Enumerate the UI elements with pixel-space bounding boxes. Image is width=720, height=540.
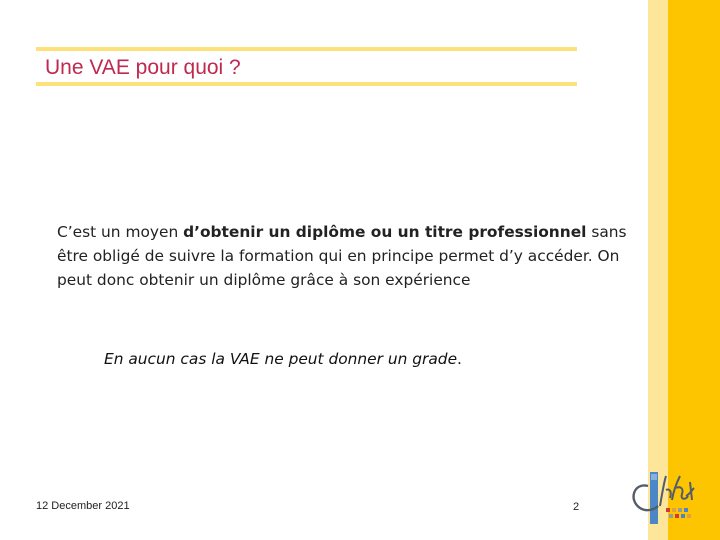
title-rule-top [36,47,577,51]
page-number: 2 [573,501,580,513]
title-rule-bottom [36,82,577,86]
paragraph-intro: C’est un moyen [57,223,184,241]
side-band-light [648,0,668,540]
note-italic: En aucun cas la VAE ne peut donner un grade [104,350,458,368]
paragraph-emphasis: d’obtenir un diplôme ou un titre professionnel [183,223,587,241]
paragraph-rest: sans être obligé de suivre la formation qui en principe permet d’y accéder. On peut donc obtenir un diplôme grâce à son expérience [57,223,627,289]
slide-title: Une VAE pour quoi ? [45,56,241,79]
note-end: . [457,350,462,368]
side-band [668,0,720,540]
cnfpt-logo-icon [626,466,712,528]
footer-date: 12 December 2021 [36,500,130,512]
note [104,350,462,368]
body-paragraph [57,220,642,292]
